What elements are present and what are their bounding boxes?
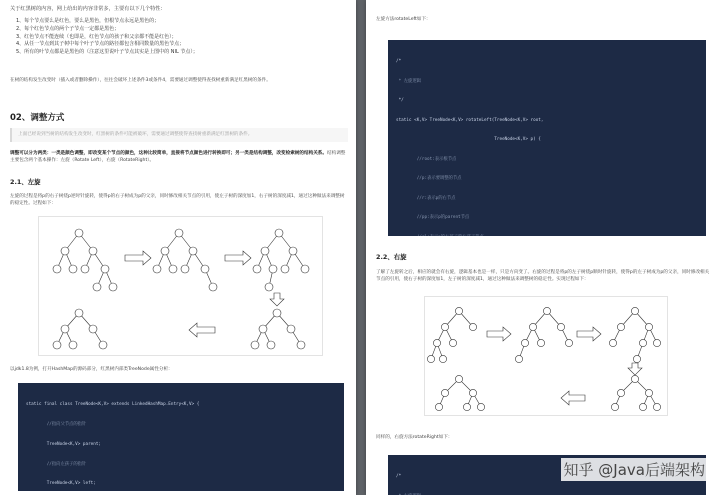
adjust-tail: 结构调整主要包含两个基本操作：左旋（Rotate Left），右旋（RotateRight）。: [10, 151, 346, 163]
subsection-left-rotate: 2.1、左旋: [10, 178, 41, 186]
code-line: //r:表示p的右节点: [396, 195, 456, 201]
code-line: TreeNode<K,V> p) {: [396, 137, 541, 142]
treenode-code-block: [18, 383, 344, 491]
code-line: static <K,V> TreeNode<K,V> rotateLeft(TreeNode<K,V> root,: [396, 117, 544, 123]
intro-paragraph: 关于红黑树的内容，网上给出的内容非常多，主要有以下几个特性：: [10, 6, 166, 12]
rotate-right-intro: 同样的，右旋方法rotateRight如下：: [376, 435, 453, 440]
adjust-lead: 调整可以分为两类：: [10, 151, 52, 156]
right-rotate-diagram: [424, 296, 668, 416]
jdk-note: 以jdk1.8为例，打开HashMap的源码部分，红黑树内部类TreeNode属性分析：: [10, 367, 173, 372]
code-line: //指向左孩子的指针: [26, 461, 87, 467]
document-page-left: [0, 0, 356, 495]
code-line: //pp:表示p的parent节点: [396, 215, 470, 220]
left-rotate-diagram: [38, 216, 323, 356]
adjust-highlight: 一类是颜色调整，即改变某个节点的颜色，这种比较简单，直接将节点颜色进行转换即可；另一类是结构调整，改变检索树的结构关系。: [51, 151, 327, 156]
code-line: TreeNode<K,V> parent;: [26, 441, 102, 447]
rule-item: 5、所有的叶节点都是是黑色的（注意这里说叶子节点其实是上图中的 NIL 节点）；: [16, 49, 198, 56]
code-line: static final class TreeNode<K,V> extends LinkedHashMap.Entry<K,V> {: [26, 402, 200, 408]
section-title: 02、调整方式: [10, 113, 65, 123]
rule-item: 3、红色节点不能连续（也即是，红色节点的孩子和父亲都不能是红色）；: [16, 33, 177, 40]
code-line: //root:表示根节点: [396, 156, 457, 162]
zhihu-watermark: 知乎 @Java后端架构: [561, 458, 708, 481]
right-rotate-desc: 了解了左旋转之后，相应的就会有右旋，逻辑基本也是一样，只是方向变了。右旋的过程是将p的左子树绕p顺时针旋转，使得p的左子树成为p的父亲，同时修改相关节点的引用，使右子树的深度加1，左子树的深度减1，通过这种做法来调整树的稳定性。实现过程如下：: [376, 270, 710, 282]
document-page-right: [366, 0, 720, 495]
left-rotate-diagram-svg: [39, 217, 324, 357]
code-line: [396, 235, 698, 237]
rb-tree-rules-list: [16, 18, 346, 57]
adjust-paragraph: [10, 150, 348, 164]
rule-item: 1、每个节点要么是红色，要么是黑色，但根节点永远是黑色的；: [16, 18, 160, 24]
right-rotate-diagram-svg: [425, 297, 669, 417]
code-line: //p:表示要调整的节点: [396, 176, 462, 181]
rotate-left-intro: 左旋方法rotateLeft如下：: [376, 17, 431, 22]
after-rules-paragraph: 在树的结构发生改变时（插入或者删除操作），往往会破坏上述条件3或条件4，需要通过调整使得查找树重新满足红黑树的条件。: [10, 78, 271, 83]
code-line: */: [396, 98, 404, 103]
code-line: * 左旋逻辑: [396, 78, 421, 84]
code-line: //指向父节点的指针: [26, 421, 87, 427]
rule-item: 2、每个红色节点的两个子节点一定都是黑色；: [16, 25, 120, 32]
code-line: /*: [396, 59, 402, 64]
blockquote: 上面已经说到当树的结构发生改变时，红黑树的条件可能被破坏，需要通过调整使得查找树重新满足红黑树的条件。: [10, 128, 348, 142]
rotate-left-code-block: [388, 40, 706, 236]
subsection-right-rotate: 2.2、右旋: [376, 253, 407, 261]
left-rotate-desc: 左旋的过程是将p的右子树绕p逆时针旋转，使得p的右子树成为p的父亲，同时修改相关节点的引用，使左子树的深度加1，右子树的深度减1，通过这种做法来调整树的稳定性。过程如下：: [10, 194, 345, 206]
code-line: TreeNode<K,V> left;: [26, 481, 96, 487]
code-line: /*: [396, 474, 402, 480]
rule-item: 4、从任一节点到其子树中每个叶子节点的路径都包含相同数量的黑色节点；: [16, 41, 185, 48]
